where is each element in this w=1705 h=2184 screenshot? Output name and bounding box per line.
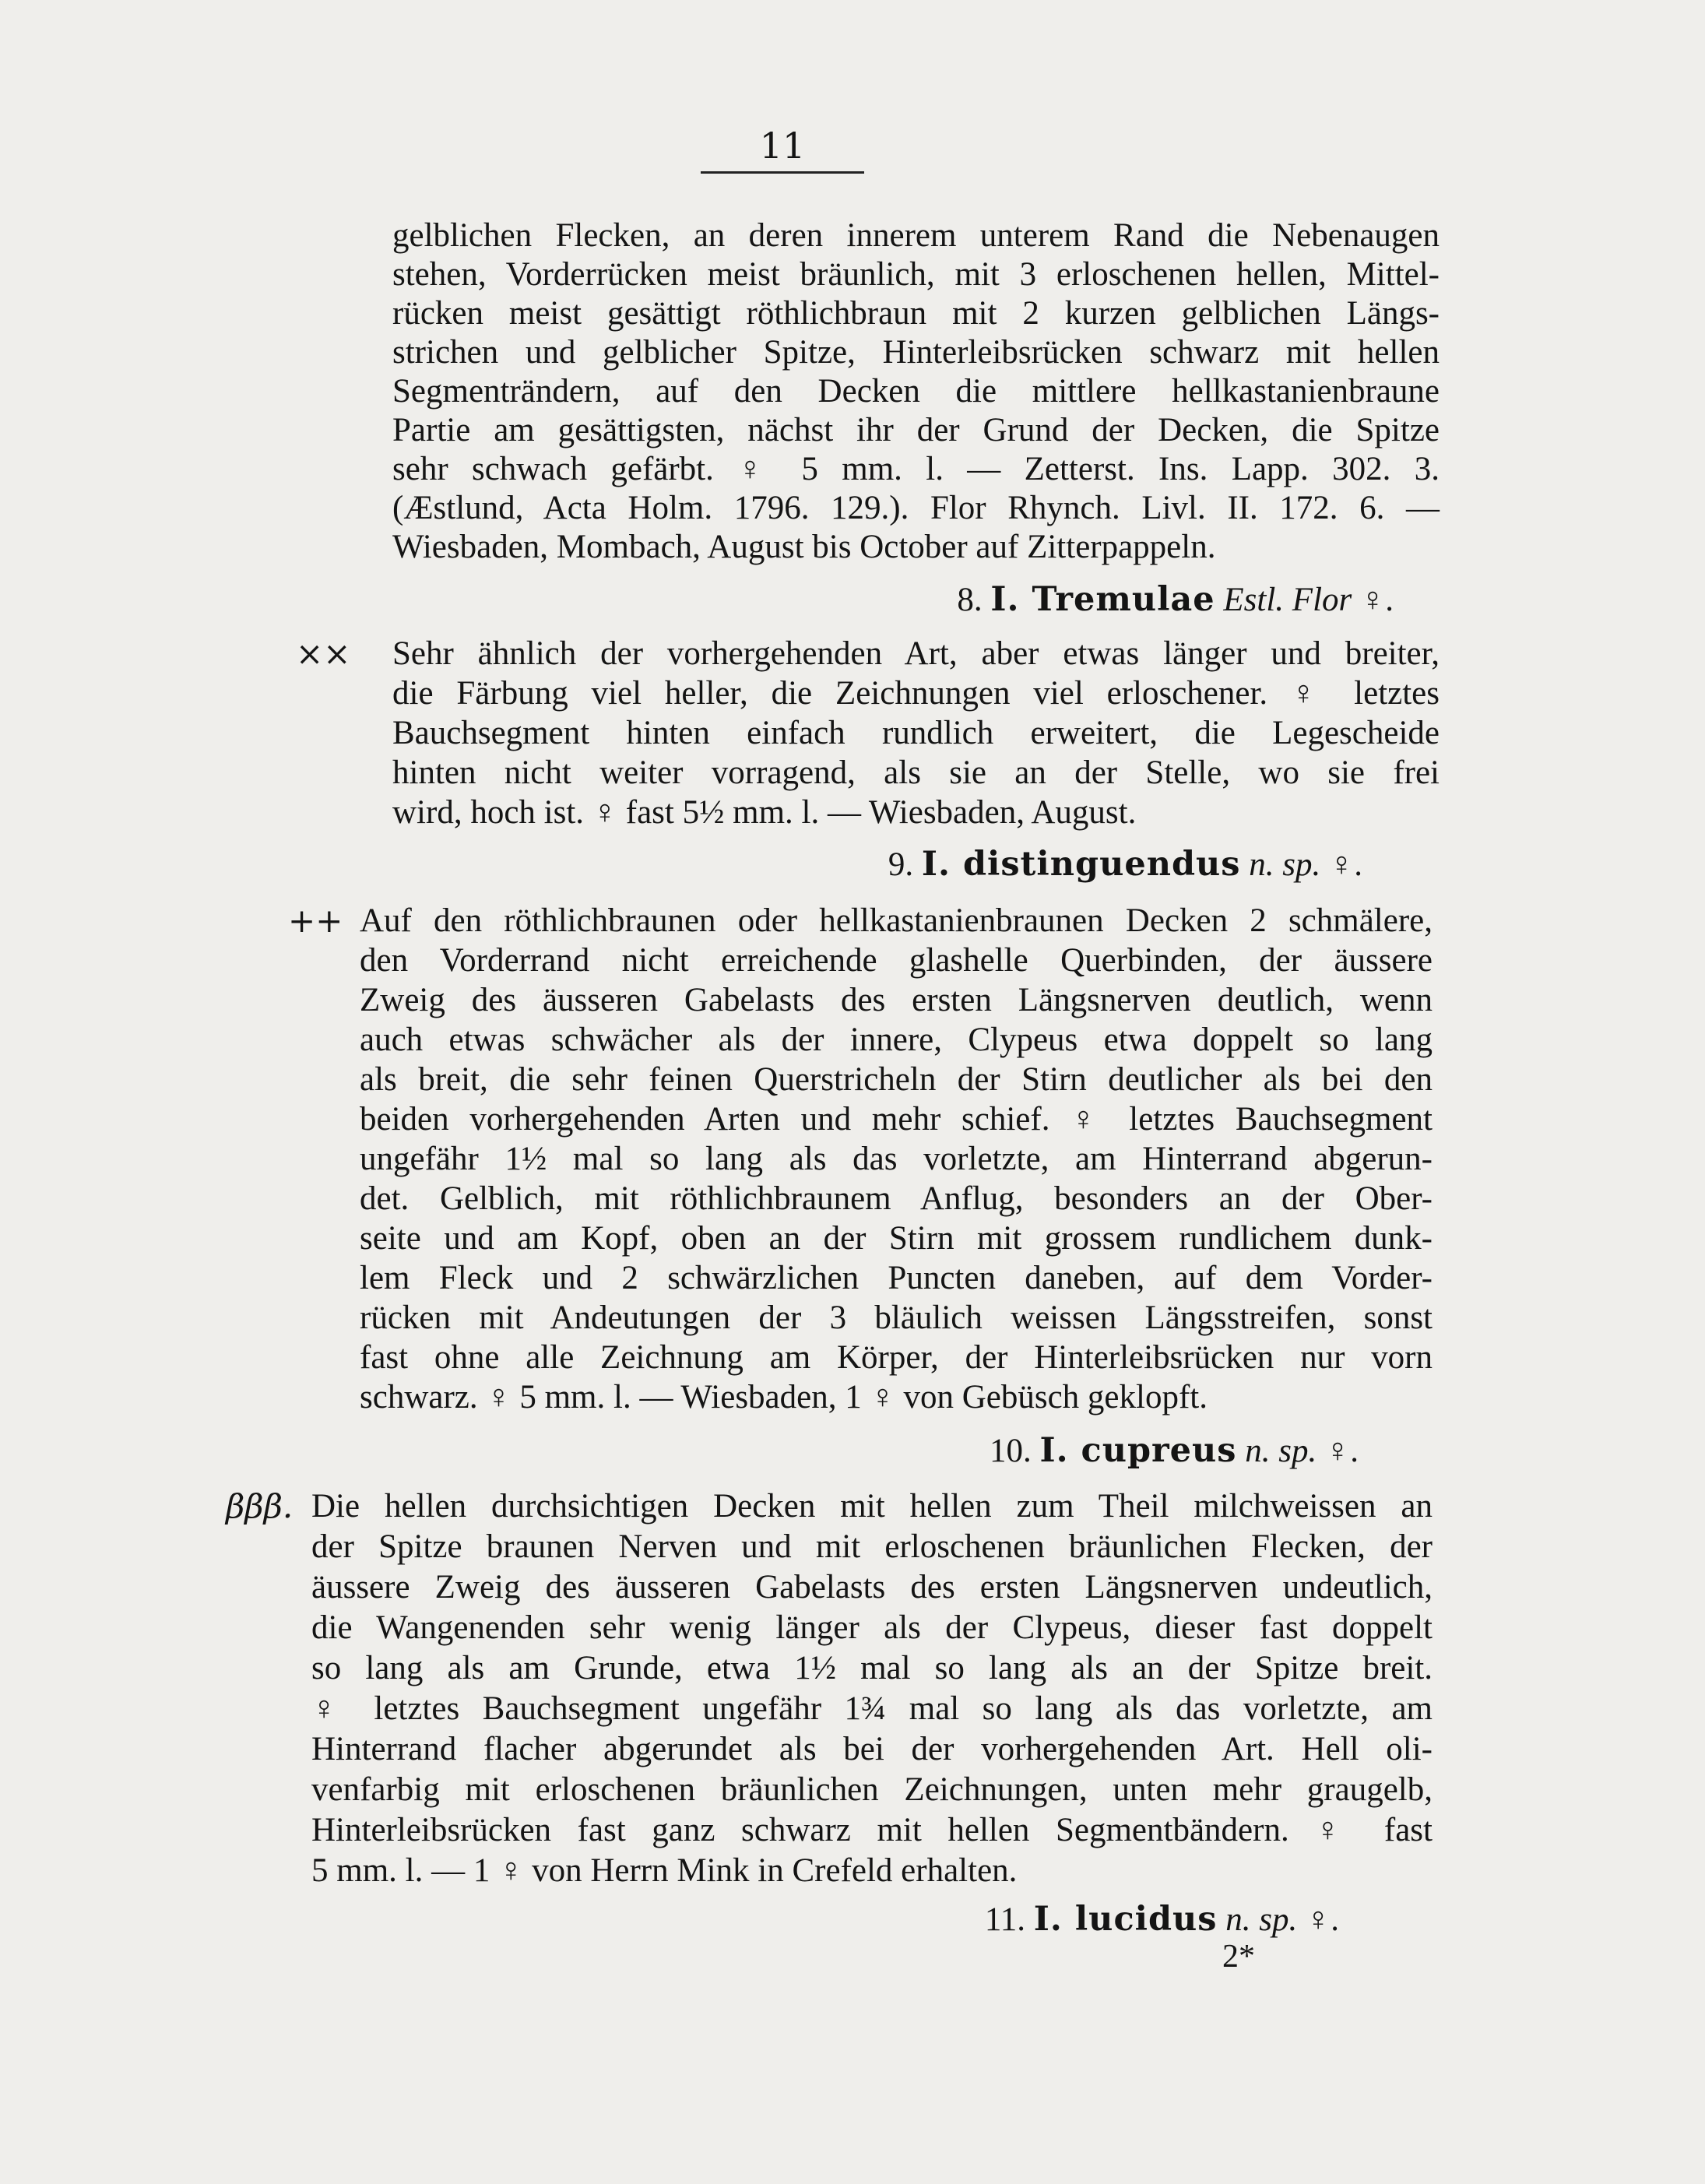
text-line: hinten nicht weiter vorragend, als sie an der Stelle, wo sie frei xyxy=(392,754,1440,791)
species-authority: n. sp. xyxy=(1249,846,1321,883)
species-number: 9. xyxy=(888,846,914,883)
species-name: I. distinguendus xyxy=(921,845,1241,884)
text-line: Zweig des äusseren Gabelasts des ersten Längsnerven deutlich, wenn xyxy=(360,982,1433,1018)
text-line: der Spitze braunen Nerven und mit erloschenen bräunlichen Flecken, der xyxy=(311,1528,1433,1565)
text-line: Wiesbaden, Mombach, August bis October auf Zitterpappeln. xyxy=(392,529,1216,565)
text-line: ♀ letztes Bauchsegment ungefähr 1¾ mal so lang als das vorletzte, am xyxy=(311,1690,1433,1727)
text-line: Hinterleibsrücken fast ganz schwarz mit hellen Segmentbändern. ♀ fast xyxy=(311,1812,1433,1848)
species-sex: ♀. xyxy=(1360,582,1394,618)
text-line: so lang als am Grunde, etwa 1½ mal so lang als an der Spitze breit. xyxy=(311,1650,1433,1686)
text-line: äussere Zweig des äusseren Gabelasts des ersten Längsnerven undeutlich, xyxy=(311,1569,1433,1605)
text-line: seite und am Kopf, oben an der Stirn mit grossem rundlichem dunk- xyxy=(360,1220,1433,1257)
species-sex: ♀. xyxy=(1325,1433,1359,1469)
section-marker: ×× xyxy=(296,635,351,673)
species-authority: n. sp. xyxy=(1225,1901,1298,1938)
text-line: fast ohne alle Zeichnung am Körper, der Hinterleibsrücken nur vorn xyxy=(360,1339,1433,1376)
section-marker: ++ xyxy=(288,902,343,940)
species-number: 10. xyxy=(989,1433,1032,1469)
species-authority: Estl. Flor xyxy=(1223,582,1352,618)
text-line: die Färbung viel heller, die Zeichnungen viel erloschener. ♀ letztes xyxy=(392,675,1440,712)
text-line: (Æstlund, Acta Holm. 1796. 129.). Flor Rhynch. Livl. II. 172. 6. — xyxy=(392,490,1440,526)
species-heading-8 xyxy=(779,580,1394,620)
text-line: lem Fleck und 2 schwärzlichen Puncten daneben, auf dem Vorder- xyxy=(360,1260,1433,1296)
text-line: rücken meist gesättigt röthlichbraun mit 2 kurzen gelblichen Längs- xyxy=(392,295,1440,332)
text-line: Hinterrand flacher abgerundet als bei der vorhergehenden Art. Hell oli- xyxy=(311,1731,1433,1767)
text-line: det. Gelblich, mit röthlichbraunem Anflug, besonders an der Ober- xyxy=(360,1180,1433,1217)
signature-mark: 2* xyxy=(1222,1939,1255,1975)
page-number: 11 xyxy=(759,125,806,167)
text-line: Auf den röthlichbraunen oder hellkastanienbraunen Decken 2 schmälere, xyxy=(360,902,1433,939)
text-line: wird, hoch ist. ♀ fast 5½ mm. l. — Wiesbaden, August. xyxy=(392,794,1137,831)
text-line: als breit, die sehr feinen Querstricheln der Stirn deutlicher als bei den xyxy=(360,1061,1433,1098)
text-line: venfarbig mit erloschenen bräunlichen Zeichnungen, unten mehr graugelb, xyxy=(311,1771,1433,1808)
text-line: stehen, Vorderrücken meist bräunlich, mit 3 erloschenen hellen, Mittel- xyxy=(392,256,1440,293)
species-heading-10 xyxy=(779,1431,1359,1471)
text-line: Partie am gesättigsten, nächst ihr der Grund der Decken, die Spitze xyxy=(392,412,1440,448)
text-line: strichen und gelblicher Spitze, Hinterleibsrücken schwarz mit hellen xyxy=(392,334,1440,371)
text-line: den Vorderrand nicht erreichende glashelle Querbinden, der äussere xyxy=(360,942,1433,979)
text-line: Bauchsegment hinten einfach rundlich erweitert, die Legescheide xyxy=(392,715,1440,751)
text-line: Sehr ähnlich der vorhergehenden Art, aber etwas länger und breiter, xyxy=(392,635,1440,672)
species-number: 8. xyxy=(957,582,983,618)
species-sex: ♀. xyxy=(1306,1901,1339,1938)
text-line: rücken mit Andeutungen der 3 bläulich weissen Längsstreifen, sonst xyxy=(360,1299,1433,1336)
species-sex: ♀. xyxy=(1329,846,1362,883)
species-name: I. Tremulae xyxy=(990,580,1215,619)
species-heading-11 xyxy=(779,1900,1339,1940)
species-heading-9 xyxy=(779,845,1362,885)
text-line: Segmenträndern, auf den Decken die mittlere hellkastanienbraune xyxy=(392,373,1440,410)
text-line: sehr schwach gefärbt. ♀ 5 mm. l. — Zetterst. Ins. Lapp. 302. 3. xyxy=(392,451,1440,487)
text-line: 5 mm. l. — 1 ♀ von Herrn Mink in Crefeld erhalten. xyxy=(311,1852,1018,1889)
text-line: auch etwas schwächer als der innere, Clypeus etwa doppelt so lang xyxy=(360,1022,1433,1058)
text-line: die Wangenenden sehr wenig länger als der Clypeus, dieser fast doppelt xyxy=(311,1609,1433,1646)
text-line: Die hellen durchsichtigen Decken mit hellen zum Theil milchweissen an xyxy=(311,1488,1433,1525)
text-line: ungefähr 1½ mal so lang als das vorletzte, am Hinterrand abgerun- xyxy=(360,1141,1433,1177)
species-name: I. lucidus xyxy=(1033,1900,1218,1939)
text-line: gelblichen Flecken, an deren innerem unterem Rand die Nebenaugen xyxy=(392,217,1440,254)
text-line: beiden vorhergehenden Arten und mehr schief. ♀ letztes Bauchsegment xyxy=(360,1101,1433,1138)
species-name: I. cupreus xyxy=(1039,1431,1237,1470)
species-number: 11. xyxy=(984,1901,1026,1938)
page-number-rule xyxy=(701,171,864,174)
text-line: schwarz. ♀ 5 mm. l. — Wiesbaden, 1 ♀ von Gebüsch geklopft. xyxy=(360,1379,1208,1416)
section-marker: βββ. xyxy=(226,1487,294,1525)
species-authority: n. sp. xyxy=(1245,1433,1317,1469)
